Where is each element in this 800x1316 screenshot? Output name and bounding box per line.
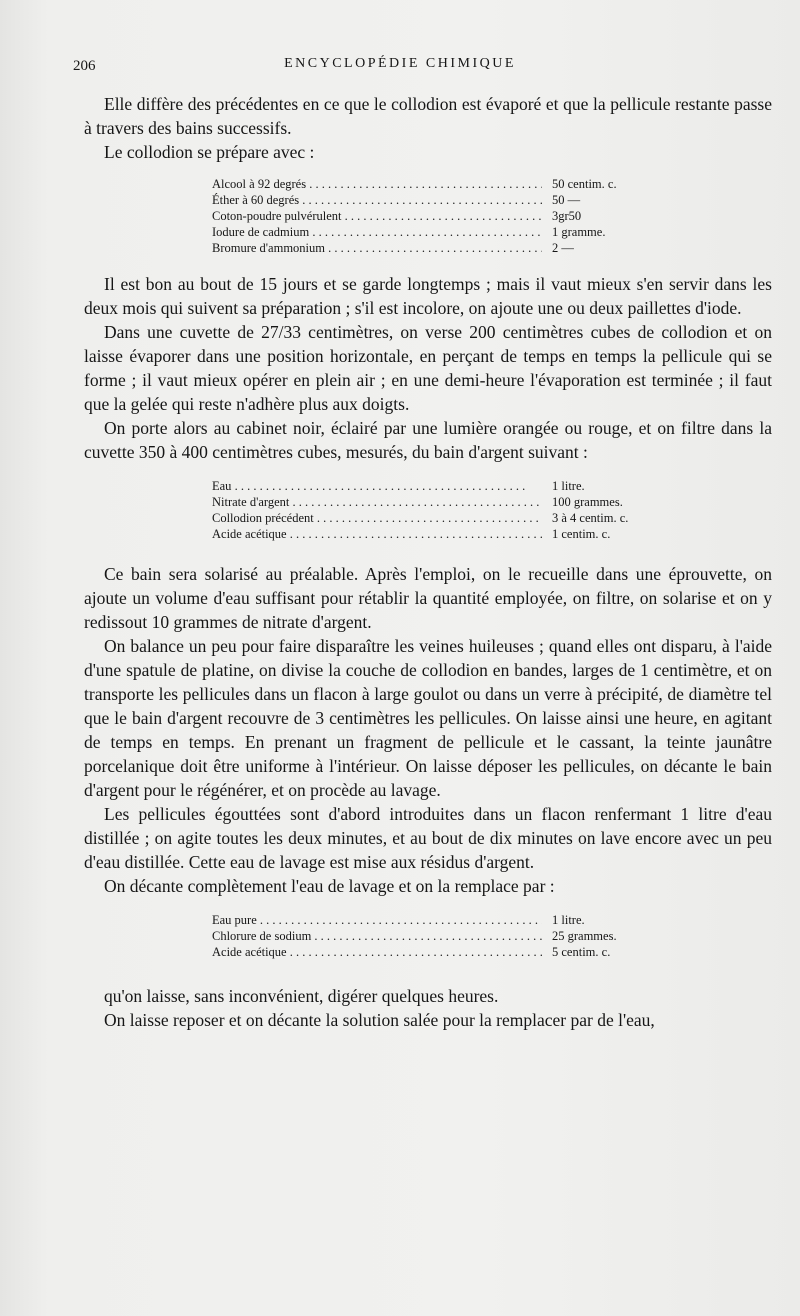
paragraph: Les pellicules égouttées sont d'abord introduites dans un flacon renfermant 1 litre d'eau distillée ; on agite toutes les deux minutes, et au bout de dix minutes on lave encore avec un peu d'eau distillée. Cette eau de lavage est mise aux résidus d'argent. bbox=[84, 804, 772, 872]
silver-bath-recipe bbox=[212, 478, 670, 542]
recipe-row bbox=[212, 912, 670, 928]
ingredient: Coton-poudre pulvérulent . . . bbox=[212, 208, 542, 224]
recipe-row bbox=[212, 208, 670, 224]
ingredient: Eau . . . bbox=[212, 478, 542, 494]
recipe-row bbox=[212, 224, 670, 240]
ingredient: Chlorure de sodium . . . bbox=[212, 928, 542, 944]
paragraph: On laisse reposer et on décante la solution salée pour la remplacer par de l'eau, bbox=[104, 1010, 655, 1030]
ingredient: Alcool à 92 degrés . . . bbox=[212, 176, 542, 192]
paragraph: On porte alors au cabinet noir, éclairé par une lumière orangée ou rouge, et on filtre dans la cuvette 350 à 400 centimètres cubes, mesurés, du bain d'argent suivant : bbox=[84, 418, 772, 462]
ingredient: Bromure d'ammonium . . . bbox=[212, 240, 542, 256]
recipe-row bbox=[212, 494, 670, 510]
ingredient: Collodion précédent . . . bbox=[212, 510, 542, 526]
collodion-recipe bbox=[212, 176, 670, 256]
page-body bbox=[84, 92, 772, 1032]
recipe-row bbox=[212, 526, 670, 542]
ingredient: Nitrate d'argent . . . bbox=[212, 494, 542, 510]
quantity: 50 — bbox=[552, 193, 581, 207]
recipe-row bbox=[212, 510, 670, 526]
recipe-row bbox=[212, 176, 670, 192]
paragraph: qu'on laisse, sans inconvénient, digérer quelques heures. bbox=[104, 986, 499, 1006]
quantity: 100 grammes. bbox=[552, 495, 623, 509]
paragraph: Il est bon au bout de 15 jours et se garde longtemps ; mais il vaut mieux s'en servir dans les deux mois qui suivent sa préparation ; s'il est incolore, on ajoute une ou deux paillettes d'iode. bbox=[84, 274, 772, 318]
recipe-row bbox=[212, 192, 670, 208]
quantity: 1 centim. c. bbox=[552, 527, 611, 541]
quantity: 3gr50 bbox=[552, 209, 582, 223]
ingredient: Éther à 60 degrés . . . bbox=[212, 192, 542, 208]
paragraph: Elle diffère des précédentes en ce que le collodion est évaporé et que la pellicule restante passe à travers des bains successifs. bbox=[84, 94, 772, 138]
quantity: 1 gramme. bbox=[552, 225, 606, 239]
quantity: 1 litre. bbox=[552, 913, 585, 927]
quantity: 1 litre. bbox=[552, 479, 585, 493]
recipe-row bbox=[212, 928, 670, 944]
recipe-row bbox=[212, 944, 670, 960]
ingredient: Acide acétique . . . bbox=[212, 526, 542, 542]
paragraph: Ce bain sera solarisé au préalable. Après l'emploi, on le recueille dans une éprouvette, on ajoute un volume d'eau suffisant pour rétablir la quantité employée, on filtre, on solarise et on y redissout 10 grammes de nitrate d'argent. bbox=[84, 564, 772, 632]
quantity: 50 centim. c. bbox=[552, 177, 617, 191]
paragraph: On décante complètement l'eau de lavage et on la remplace par : bbox=[104, 876, 555, 896]
paragraph: Le collodion se prépare avec : bbox=[104, 142, 315, 162]
ingredient: Iodure de cadmium . . . bbox=[212, 224, 542, 240]
paragraph: On balance un peu pour faire disparaître les veines huileuses ; quand elles ont disparu, à l'aide d'une spatule de platine, on divise la couche de collodion en bandes, larges de 1 centimètre, et on transporte les pellicules dans un flacon à large goulot ou dans un verre à précipité, de diamètre tel que le bain d'argent recouvre de 3 centimètres les pellicules. On laisse ainsi une heure, en agitant de temps en temps. En prenant un fragment de pellicule et le cassant, la teinte jaunâtre porcelanique doit être uniforme à l'intérieur. On laisse déposer les pellicules, on décante le bain d'argent pour le régénérer, et on procède au lavage. bbox=[84, 636, 772, 800]
page-header bbox=[0, 54, 800, 80]
ingredient: Eau pure . . . bbox=[212, 912, 542, 928]
quantity: 2 — bbox=[552, 241, 574, 255]
ingredient: Acide acétique . . . bbox=[212, 944, 542, 960]
quantity: 5 centim. c. bbox=[552, 945, 611, 959]
recipe-row bbox=[212, 478, 670, 494]
running-title: ENCYCLOPÉDIE CHIMIQUE bbox=[284, 56, 516, 71]
wash-recipe bbox=[212, 912, 670, 960]
page-number: 206 bbox=[73, 58, 96, 74]
paragraph: Dans une cuvette de 27/33 centimètres, on verse 200 centimètres cubes de collodion et on laisse évaporer dans une position horizontale, en perçant de temps en temps la pellicule qui se forme ; il vaut mieux opérer en plein air ; en une demi-heure l'évaporation est terminée ; il faut que la gelée qui reste n'adhère plus aux doigts. bbox=[84, 322, 772, 414]
quantity: 25 grammes. bbox=[552, 929, 617, 943]
quantity: 3 à 4 centim. c. bbox=[552, 511, 629, 525]
recipe-row bbox=[212, 240, 670, 256]
